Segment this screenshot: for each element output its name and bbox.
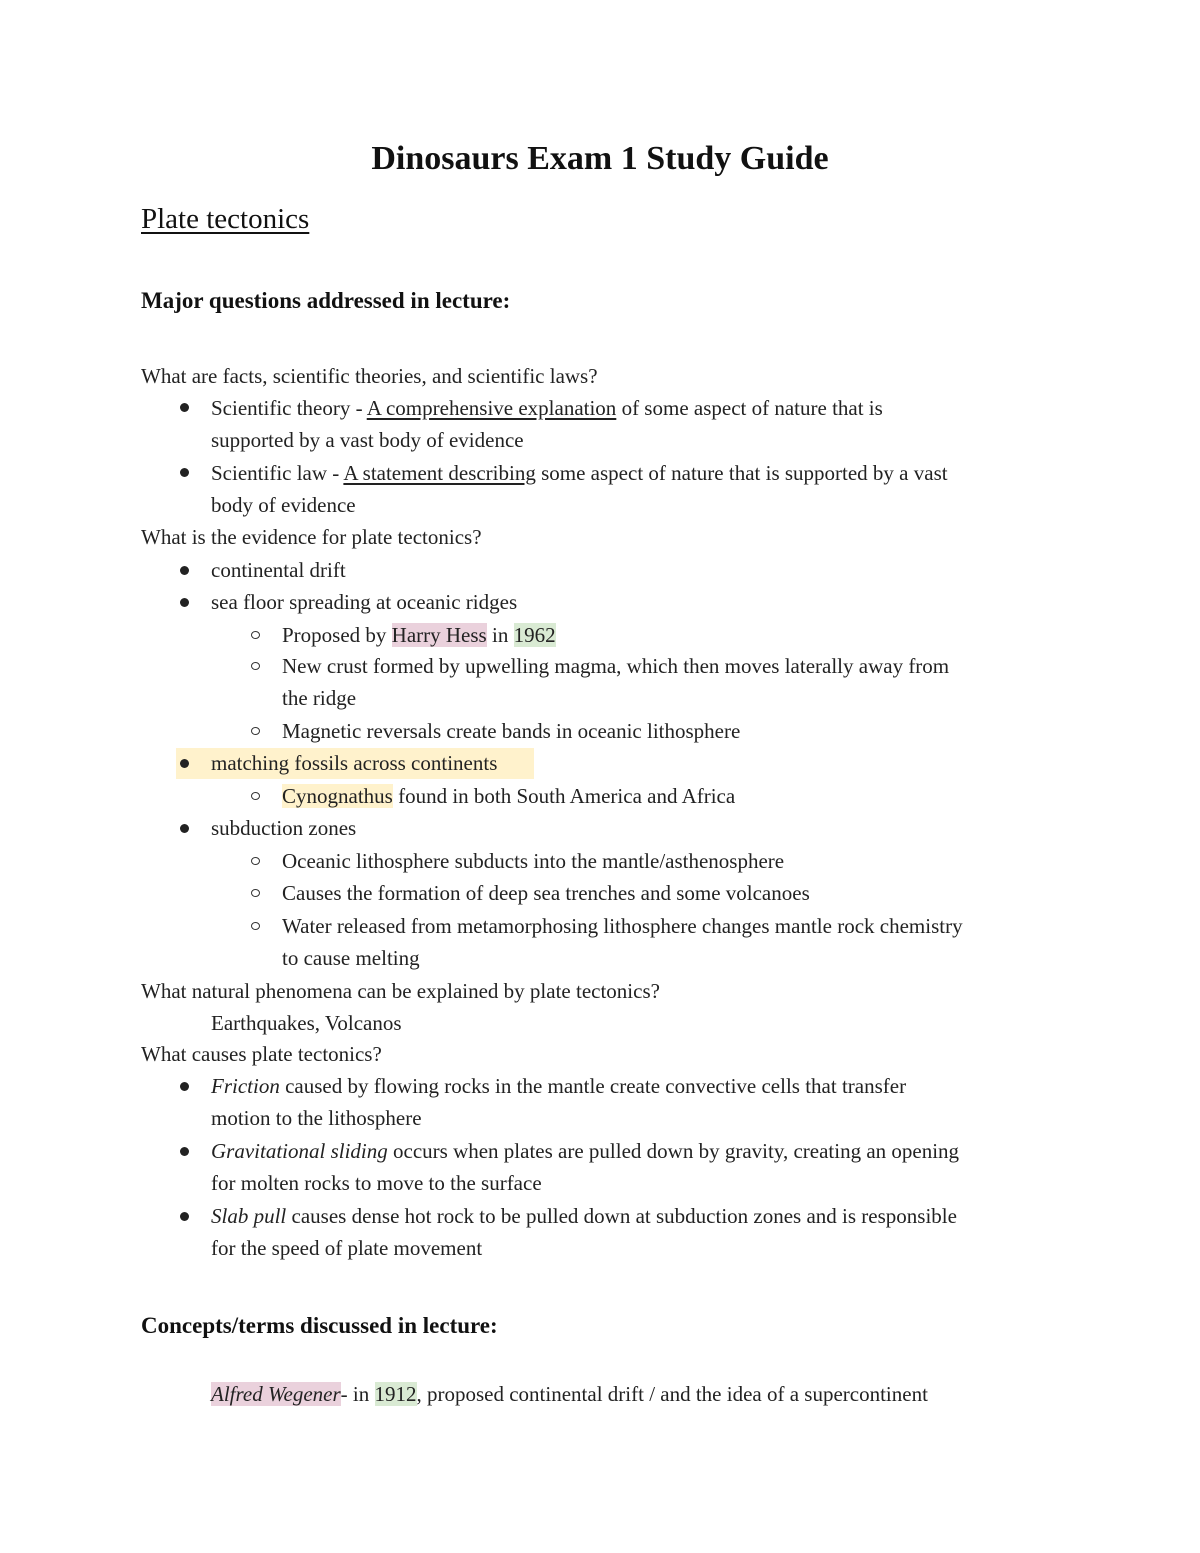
bullet-circle-icon — [251, 631, 260, 639]
theory-line-1: Scientific theory - A comprehensive explanation of some aspect of nature that is — [211, 396, 883, 420]
sub-item-3-line-2: to cause melting — [282, 946, 420, 970]
hess-item: Proposed by Harry Hess in 1962 — [282, 623, 556, 647]
bullet-circle-icon — [251, 727, 260, 735]
bullet-circle-icon — [251, 662, 260, 670]
slab-line-1: Slab pull causes dense hot rock to be pulled down at subduction zones and is responsible — [211, 1204, 957, 1228]
cyno-item: Cynognathus found in both South America and Africa — [282, 784, 736, 808]
bullet-dot-icon — [180, 759, 189, 768]
fossils-item: matching fossils across continents — [211, 751, 498, 775]
seafloor-item: sea floor spreading at oceanic ridges — [211, 590, 518, 614]
grav-line-1: Gravitational sliding occurs when plates are pulled down by gravity, creating an opening — [211, 1139, 960, 1163]
bullet-circle-icon — [251, 792, 260, 800]
sub-item-1: Oceanic lithosphere subducts into the mantle/asthenosphere — [282, 849, 785, 873]
friction-line-2: motion to the lithosphere — [211, 1106, 422, 1130]
bullet-dot-icon — [180, 468, 189, 477]
bullet-circle-icon — [251, 857, 260, 865]
slab-term: Slab pull — [211, 1204, 287, 1228]
wegener-name: Alfred Wegener — [211, 1382, 341, 1406]
sub-item-2: Causes the formation of deep sea trenches and some volcanoes — [282, 881, 810, 905]
law-line-2: body of evidence — [211, 493, 356, 517]
slab-line-2: for the speed of plate movement — [211, 1236, 483, 1260]
grav-term: Gravitational sliding — [211, 1139, 388, 1163]
bullet-dot-icon — [180, 1212, 189, 1221]
magnetic-item: Magnetic reversals create bands in oceanic lithosphere — [282, 719, 741, 743]
law-term: A statement describing — [343, 461, 536, 485]
theory-term: A comprehensive explanation — [366, 396, 617, 420]
major-questions-heading: Major questions addressed in lecture: — [141, 288, 511, 313]
bullet-dot-icon — [180, 824, 189, 833]
drift-item: continental drift — [211, 558, 346, 582]
crust-line-1: New crust formed by upwelling magma, which then moves laterally away from — [282, 654, 950, 678]
question-4: What causes plate tectonics? — [141, 1042, 382, 1066]
question-2: What is the evidence for plate tectonics? — [141, 525, 482, 549]
hess-year: 1962 — [513, 623, 556, 647]
question-3: What natural phenomena can be explained by plate tectonics? — [141, 979, 660, 1003]
hess-name: Harry Hess — [391, 623, 487, 647]
question-1: What are facts, scientific theories, and scientific laws? — [141, 364, 598, 388]
bullet-dot-icon — [180, 1147, 189, 1156]
grav-line-2: for molten rocks to move to the surface — [211, 1171, 542, 1195]
bullet-dot-icon — [180, 598, 189, 607]
cyno-name: Cynognathus — [282, 784, 393, 808]
bullet-dot-icon — [180, 566, 189, 575]
bullet-dot-icon — [180, 1082, 189, 1091]
crust-line-2: the ridge — [282, 686, 357, 710]
concepts-heading: Concepts/terms discussed in lecture: — [141, 1313, 498, 1338]
section-heading: Plate tectonics — [141, 203, 310, 235]
law-line-1: Scientific law - A statement describing some aspect of nature that is supported by a vast — [211, 461, 948, 485]
bullet-circle-icon — [251, 922, 260, 930]
theory-line-2: supported by a vast body of evidence — [211, 428, 524, 452]
wegener-item: Alfred Wegener- in 1912, proposed continental drift / and the idea of a supercontinent — [211, 1382, 928, 1406]
subduction-item: subduction zones — [211, 816, 357, 840]
wegener-year: 1912 — [374, 1382, 417, 1406]
bullet-circle-icon — [251, 889, 260, 897]
friction-line-1: Friction caused by flowing rocks in the mantle create convective cells that transfer — [211, 1074, 907, 1098]
sub-item-3-line-1: Water released from metamorphosing lithosphere changes mantle rock chemistry — [282, 914, 963, 938]
question-3-answer: Earthquakes, Volcanos — [211, 1011, 402, 1035]
bullet-dot-icon — [180, 403, 189, 412]
page-title: Dinosaurs Exam 1 Study Guide — [371, 140, 829, 177]
friction-term: Friction — [211, 1074, 280, 1098]
